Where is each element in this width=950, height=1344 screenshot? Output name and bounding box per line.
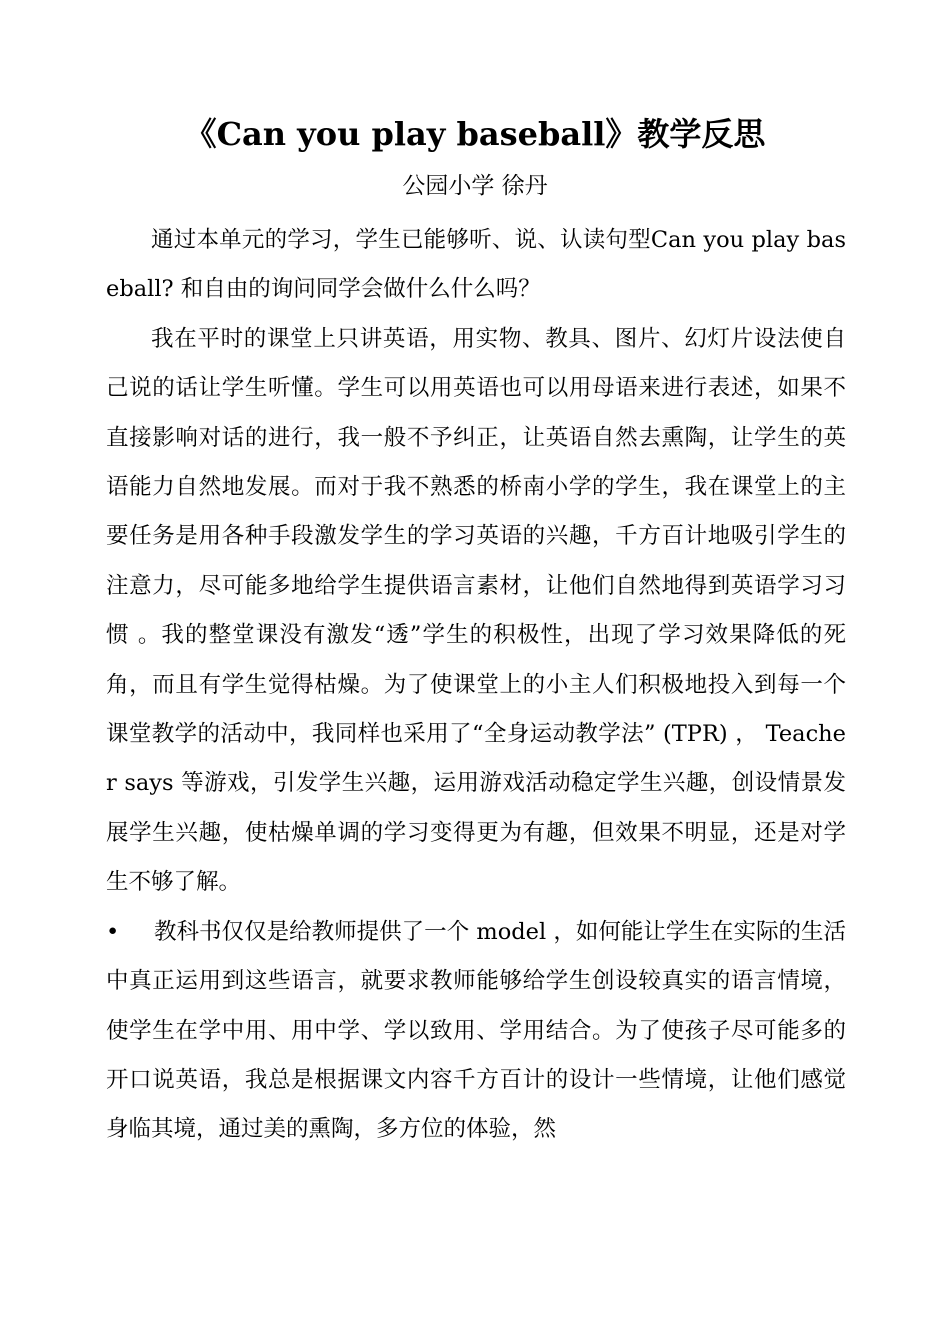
document-author: 公园小学 徐丹: [402, 173, 548, 199]
paragraph-reflection: 我在平时的课堂上只讲英语，用实物、教具、图片、幻灯片设法使自己说的话让学生听懂。学生可以用英语也可以用母语来进行表述，如果不直接影响对话的进行，我一般不予纠正，让英语自然去熏陶，让学生的英语能力自然地发展。而对于我不熟悉的桥南小学的学生，我在课堂上的主要任务是用各种手段激发学生的学习英语的兴趣，千方百计地吸引学生的注意力，尽可能多地给学生提供语言素材，让他们自然地得到英语学习习惯 。我的整堂课没有激发“透”学生的积极性，出现了学习效果降低的死角，而且有学生觉得枯燥。为了使课堂上的小主人们积极地投入到每一个课堂教学的活动中，我同样也采用了“全身运动教学法” (TPR) ， Teacher says 等游戏，引发学生兴趣，运用游戏活动稳定学生兴趣，创设情景发展学生兴趣，使枯燥单调的学习变得更为有趣，但效果不明显，还是对学生不够了解。: [106, 325, 846, 896]
bullet-text: 教科书仅仅是给教师提供了一个 model ，如何能让学生在实际的生活中真正运用到这些语言，就要求教师能够给学生创设较真实的语言情境，使学生在学中用、用中学、学以致用、学用结合。为了使孩子尽可能多的开口说英语，我总是根据课文内容千方百计的设计一些情境，让他们感觉身临其境，通过美的熏陶，多方位的体验，然: [106, 918, 846, 1143]
bullet-icon: •: [106, 918, 120, 945]
paragraph-intro: 通过本单元的学习，学生已能够听、说、认读句型Can you play baseball? 和自由的询问同学会做什么什么吗？: [106, 227, 846, 303]
document-body: [106, 216, 846, 1155]
document-title: 《Can you play baseball》教学反思: [184, 115, 766, 153]
bullet-paragraph: [106, 908, 846, 1155]
